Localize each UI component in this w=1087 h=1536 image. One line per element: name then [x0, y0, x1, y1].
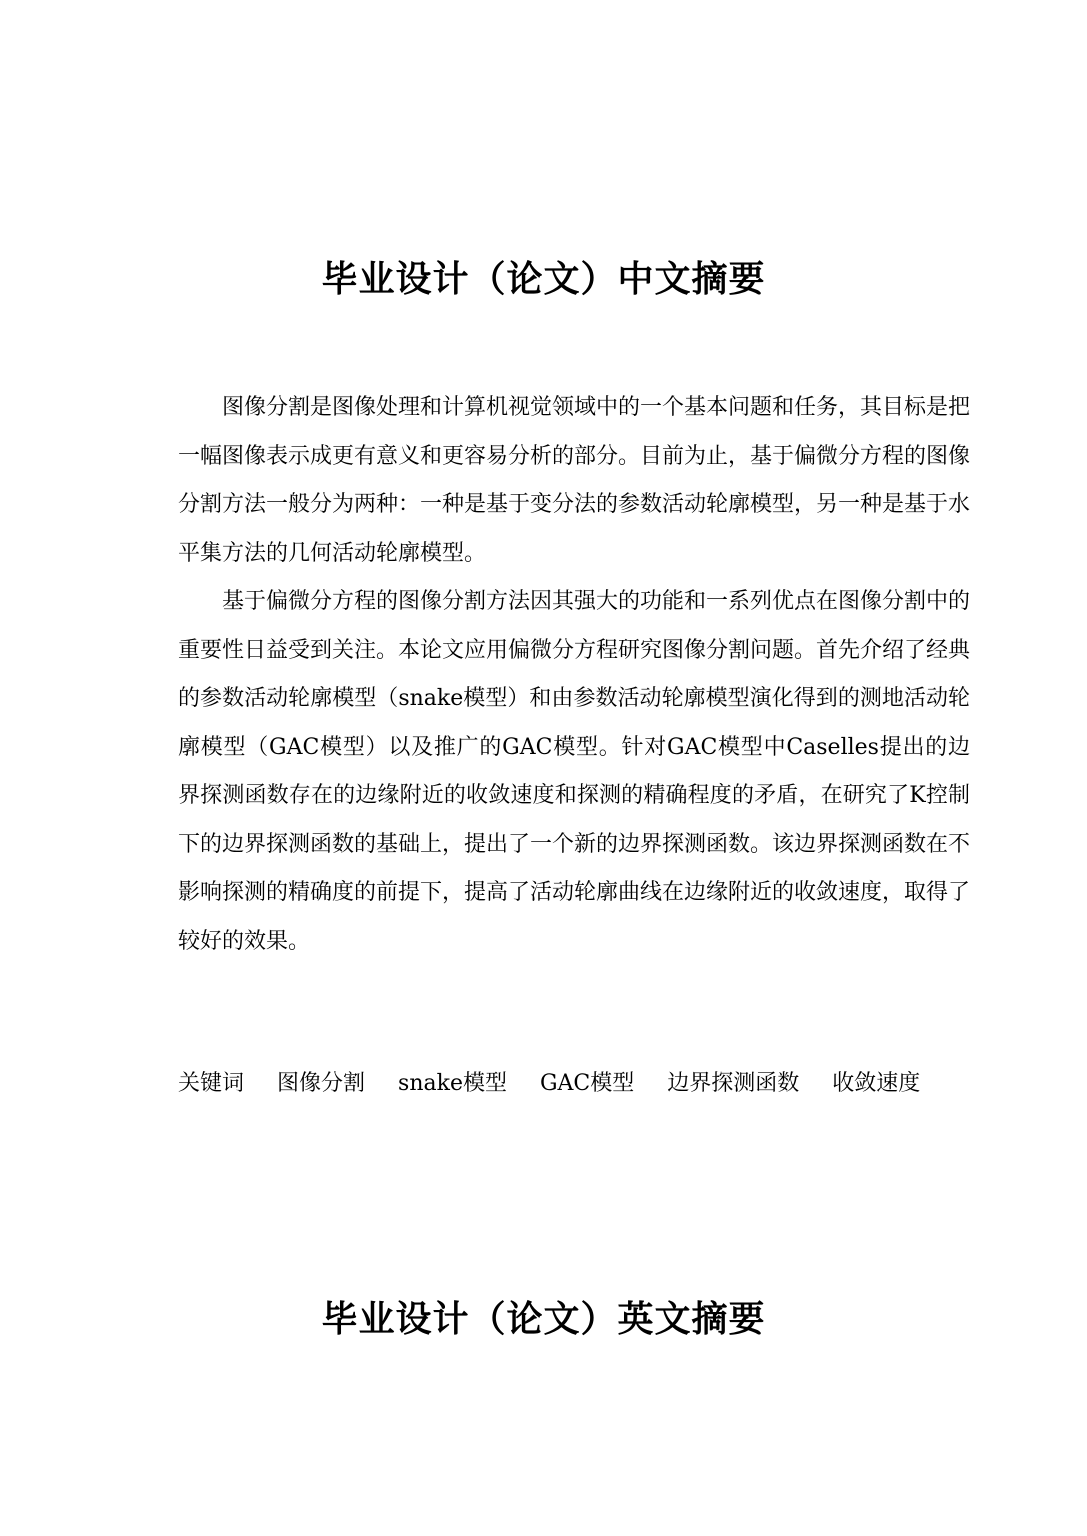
abstract-paragraph-1: 图像分割是图像处理和计算机视觉领域中的一个基本问题和任务，其目标是把一幅图像表示成更有意义和更容易分析的部分。目前为止，基于偏微分方程的图像分割方法一般分为两种：一种是基于变分法的参数活动轮廓模型，另一种是基于水平集方法的几何活动轮廓模型。	[178, 395, 971, 566]
keyword-term: 图像分割	[277, 1071, 366, 1096]
abstract-paragraph-2: 基于偏微分方程的图像分割方法因其强大的功能和一系列优点在图像分割中的重要性日益受到关注。本论文应用偏微分方程研究图像分割问题。首先介绍了经典的参数活动轮廓模型（snake模型）和由参数活动轮廓模型演化得到的测地活动轮廓模型（GAC模型）以及推广的GAC模型。针对GAC模型中Caselles提出的边界探测函数存在的边缘附近的收敛速度和探测的精确程度的矛盾，在研究了K控制下的边界探测函数的基础上，提出了一个新的边界探测函数。该边界探测函数在不影响探测的精确度的前提下，提高了活动轮廓曲线在边缘附近的收敛速度，取得了较好的效果。	[178, 589, 971, 954]
keyword-term: 收敛速度	[832, 1071, 921, 1096]
keyword-term: GAC模型	[539, 1071, 635, 1096]
keyword-term: snake模型	[398, 1071, 507, 1096]
keyword-term: 边界探测函数	[667, 1071, 800, 1096]
english-abstract-title: 毕业设计（论文）英文摘要	[321, 1299, 766, 1340]
chinese-abstract-body	[178, 384, 970, 966]
keywords-label: 关键词	[178, 1071, 245, 1096]
chinese-abstract-title: 毕业设计（论文）中文摘要	[321, 259, 766, 300]
keywords-line	[178, 1062, 998, 1106]
